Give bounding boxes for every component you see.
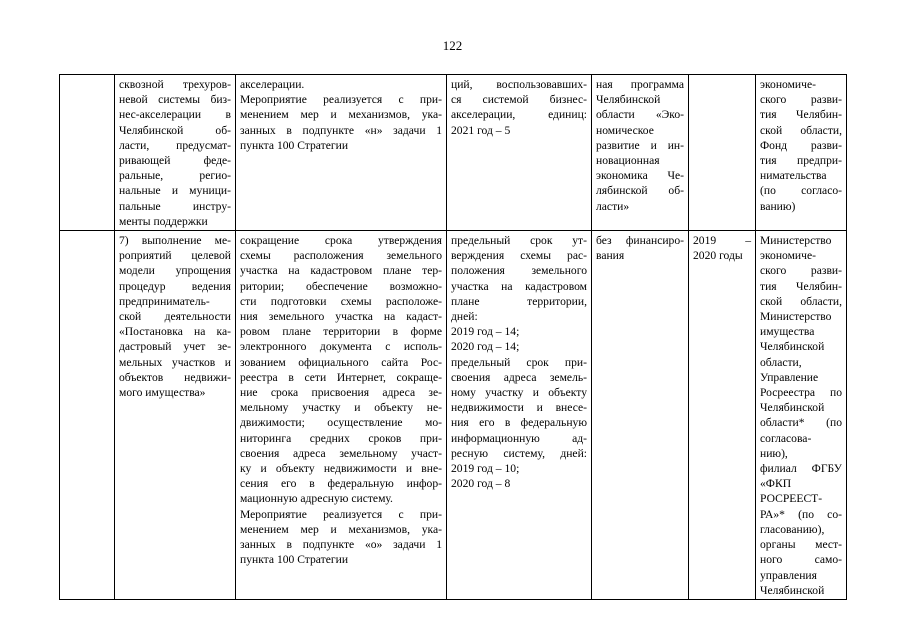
text-line: мационную адресную систему. <box>240 492 393 506</box>
text-line: ному участку и объекту <box>451 386 587 400</box>
text-line: нимательства <box>760 169 827 183</box>
text-line: Челябинской <box>596 93 661 107</box>
text-line: ния его в федеральную <box>451 416 587 430</box>
text-line: ского разви- <box>760 93 842 107</box>
text-line: 2021 год – 5 <box>451 123 511 137</box>
text-line: дастровый учет зе- <box>119 340 231 354</box>
cell-financing <box>592 231 689 600</box>
text-line: участка на кадастровом плане тер- <box>240 264 442 278</box>
text-line: недвижимости и внесе- <box>451 401 587 415</box>
cell-content <box>236 75 447 231</box>
text-line: ций, воспользовавших- <box>451 78 587 91</box>
text-line: области «Эко- <box>596 108 684 122</box>
text-line: вания <box>596 249 625 263</box>
text-line: нию), <box>760 446 788 460</box>
text-line: экономиче- <box>760 249 816 263</box>
text-line: органы мест- <box>760 538 842 552</box>
text-line: ку и объекту недвижимости и вне- <box>240 462 442 476</box>
text-line: 2020 год – 14; <box>451 340 520 354</box>
text-line: менением мер и механизмов, ука- <box>240 522 442 536</box>
text-line: пункта 100 Стратегии <box>240 553 349 567</box>
text-line: предельный срок ут- <box>451 234 587 248</box>
text-line: процедур ведения <box>119 279 231 293</box>
text-line: акселерации, единиц: <box>451 108 587 122</box>
text-line: «Постановка на ка- <box>119 325 231 339</box>
cell-event <box>115 75 236 231</box>
text-line: РОСРЕЕСТ- <box>760 492 823 506</box>
text-line: 2019 – <box>693 234 751 248</box>
text-line: экономика Че- <box>596 169 684 183</box>
text-line: мого имущества» <box>119 386 206 400</box>
text-line: ся системой бизнес- <box>451 93 587 107</box>
text-line: участка на кадастровом <box>451 279 587 293</box>
text-line: 2020 годы <box>693 249 743 263</box>
text-line: предприниматель- <box>119 294 210 308</box>
text-line: ской области, <box>760 294 842 308</box>
text-line: управления <box>760 568 817 582</box>
cell-content <box>236 231 447 600</box>
text-line: нальные и муници- <box>119 184 231 198</box>
text-line: сти подготовки схемы расположе- <box>240 294 442 308</box>
text-line: Челябинской <box>760 401 825 415</box>
text-line: схемы расположения земельного <box>240 249 442 263</box>
text-line: имущества <box>760 325 815 339</box>
text-line: акселерации. <box>240 78 305 91</box>
text-line: ние срока присвоения адреса зе- <box>240 386 442 400</box>
text-line: электронного документа с исполь- <box>240 340 442 354</box>
text-line: ная программа <box>596 78 684 91</box>
text-line: ривающей феде- <box>119 154 231 168</box>
text-line: Министерство <box>760 310 832 324</box>
page-number: 122 <box>442 38 463 53</box>
cell-financing <box>592 75 689 231</box>
text-line: Челябинской <box>760 340 825 354</box>
text-line: мельному участку и объекту не- <box>240 401 442 415</box>
text-line: реестра в сети Интернет, сокраще- <box>240 370 442 384</box>
text-line: тия предпри- <box>760 154 842 168</box>
text-line: ванию) <box>760 199 796 213</box>
text-line: 2019 год – 10; <box>451 462 520 476</box>
cell-event <box>115 231 236 600</box>
text-line: своения адреса земель- <box>451 370 587 384</box>
text-line: движимости; осуществление мо- <box>240 416 442 430</box>
text-line: ской области, <box>760 123 842 137</box>
text-line: согласова- <box>760 431 812 445</box>
text-line: 7) выполнение ме- <box>119 234 231 248</box>
text-line: тия Челябин- <box>760 279 842 293</box>
document-table <box>59 74 847 600</box>
cell-number <box>60 231 115 600</box>
text-line: Росреестра по <box>760 386 842 400</box>
text-line: гласованию), <box>760 522 825 536</box>
cell-indicator <box>447 231 592 600</box>
text-line: занных в подпункте «н» задачи 1 <box>240 123 442 137</box>
text-line: ласти» <box>596 199 630 213</box>
text-line: (по согласо- <box>760 184 842 198</box>
text-line: сения его в федеральную инфор- <box>240 477 442 491</box>
text-line: ресную систему, дней: <box>451 446 587 460</box>
text-line: роприятий целевой <box>119 249 231 263</box>
text-line: филиал ФГБУ <box>760 462 842 476</box>
cell-executor <box>756 231 847 600</box>
text-line: своения адреса земельному участ- <box>240 446 442 460</box>
text-line: ральные, регио- <box>119 169 231 183</box>
text-line: экономиче- <box>760 78 816 91</box>
text-line: Челябинской об- <box>119 123 231 137</box>
text-line: менением мер и механизмов, ука- <box>240 108 442 122</box>
table-row <box>60 231 847 600</box>
text-line: положения земельного <box>451 264 587 278</box>
text-line: невой системы биз- <box>119 93 231 107</box>
text-line: предельный срок при- <box>451 355 587 369</box>
table-row <box>60 75 847 231</box>
text-line: информационную ад- <box>451 431 587 445</box>
text-line: мельных участков и <box>119 355 231 369</box>
text-line: Мероприятие реализуется с при- <box>240 93 442 107</box>
text-line: пальные инстру- <box>119 199 231 213</box>
text-line: РА»* (по со- <box>760 507 842 521</box>
text-line: Министерство <box>760 234 832 248</box>
text-line: ния земельного участка на кадаст- <box>240 310 442 324</box>
cell-term <box>689 231 756 600</box>
text-line: области* (по <box>760 416 842 430</box>
text-line: «ФКП <box>760 477 792 491</box>
text-line: ного само- <box>760 553 842 567</box>
text-line: нес-акселерации в <box>119 108 231 122</box>
text-line: 2020 год – 8 <box>451 477 511 491</box>
text-line: 2019 год – 14; <box>451 325 520 339</box>
text-line: лябинской об- <box>596 184 684 198</box>
text-line: номическое <box>596 123 654 137</box>
text-line: области, <box>760 355 802 369</box>
text-line: ровом плане территории в форме <box>240 325 442 339</box>
text-line: Управление <box>760 370 819 384</box>
text-line: пункта 100 Стратегии <box>240 138 349 152</box>
cell-number <box>60 75 115 231</box>
text-line: Фонд разви- <box>760 138 842 152</box>
text-line: зованием официального сайта Рос- <box>240 355 442 369</box>
text-line: модели упрощения <box>119 264 231 278</box>
cell-executor <box>756 75 847 231</box>
text-line: ского разви- <box>760 264 842 278</box>
text-line: верждения схемы рас- <box>451 249 587 263</box>
text-line: новационная <box>596 154 660 168</box>
text-line: дней: <box>451 310 478 324</box>
text-line: ниторинга средних сроков при- <box>240 431 442 445</box>
text-line: менты поддержки <box>119 214 208 228</box>
text-line: ласти, предусмат- <box>119 138 231 152</box>
text-line: плане территории, <box>451 294 587 308</box>
text-line: сокращение срока утверждения <box>240 234 442 248</box>
text-line: Мероприятие реализуется с при- <box>240 507 442 521</box>
text-line: развитие и ин- <box>596 138 684 152</box>
cell-indicator <box>447 75 592 231</box>
text-line: занных в подпункте «о» задачи 1 <box>240 538 442 552</box>
text-line: объектов недвижи- <box>119 370 231 384</box>
text-line: ритории; обеспечение возможно- <box>240 279 442 293</box>
text-line: ской деятельности <box>119 310 231 324</box>
text-line: без финансиро- <box>596 234 684 248</box>
text-line: тия Челябин- <box>760 108 842 122</box>
text-line: сквозной трехуров- <box>119 78 231 91</box>
text-line: Челябинской <box>760 583 825 597</box>
cell-term <box>689 75 756 231</box>
